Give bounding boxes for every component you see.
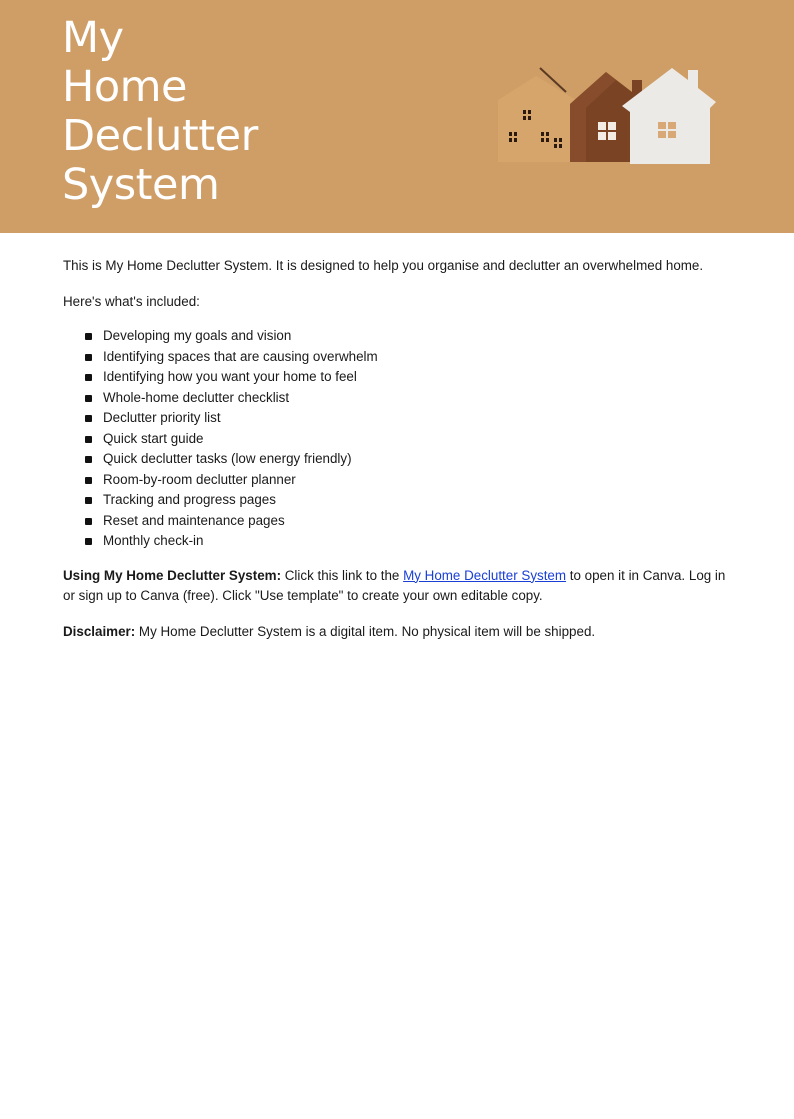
list-item: Reset and maintenance pages — [63, 511, 733, 532]
houses-illustration — [490, 62, 722, 168]
title-line: My — [62, 13, 124, 63]
list-item: Quick start guide — [63, 429, 733, 450]
bullet-icon — [85, 538, 92, 545]
list-item: Identifying how you want your home to feel — [63, 367, 733, 388]
list-item: Whole-home declutter checklist — [63, 388, 733, 409]
page-title — [62, 14, 258, 210]
usage-paragraph — [63, 566, 733, 606]
title-line: Declutter — [62, 111, 258, 161]
bullet-icon — [85, 497, 92, 504]
list-item: Quick declutter tasks (low energy friendly) — [63, 449, 733, 470]
list-item: Room-by-room declutter planner — [63, 470, 733, 491]
list-item: Tracking and progress pages — [63, 490, 733, 511]
bullet-icon — [85, 354, 92, 361]
bullet-icon — [85, 415, 92, 422]
disclaimer-paragraph — [63, 622, 733, 642]
bullet-icon — [85, 456, 92, 463]
list-item: Developing my goals and vision — [63, 326, 733, 347]
list-item: Declutter priority list — [63, 408, 733, 429]
list-item: Identifying spaces that are causing overwhelm — [63, 347, 733, 368]
disclaimer-text: My Home Declutter System is a digital item. No physical item will be shipped. — [135, 623, 596, 639]
usage-text-after: to open it in Canva. Log in or sign up to Canva (free). Click "Use template" to create your own editable copy. — [63, 567, 726, 603]
bullet-icon — [85, 436, 92, 443]
canva-template-link[interactable]: My Home Declutter System — [403, 567, 567, 583]
title-line: Home — [62, 62, 187, 112]
features-list — [63, 326, 733, 552]
included-heading: Here's what's included: — [63, 294, 200, 309]
bullet-icon — [85, 333, 92, 340]
document-body — [63, 256, 733, 642]
bullet-icon — [85, 374, 92, 381]
bullet-icon — [85, 395, 92, 402]
usage-label: Using My Home Declutter System: — [63, 567, 282, 583]
intro-paragraph: This is My Home Declutter System. It is designed to help you organise and declutter an overwhelmed home. — [63, 258, 704, 273]
disclaimer-label: Disclaimer: — [63, 623, 136, 639]
usage-text-before: Click this link to the — [281, 567, 404, 583]
tan-house-icon — [498, 68, 576, 162]
bullet-icon — [85, 518, 92, 525]
title-line: System — [62, 160, 220, 210]
header-banner — [0, 0, 794, 233]
list-item: Monthly check-in — [63, 531, 733, 552]
bullet-icon — [85, 477, 92, 484]
